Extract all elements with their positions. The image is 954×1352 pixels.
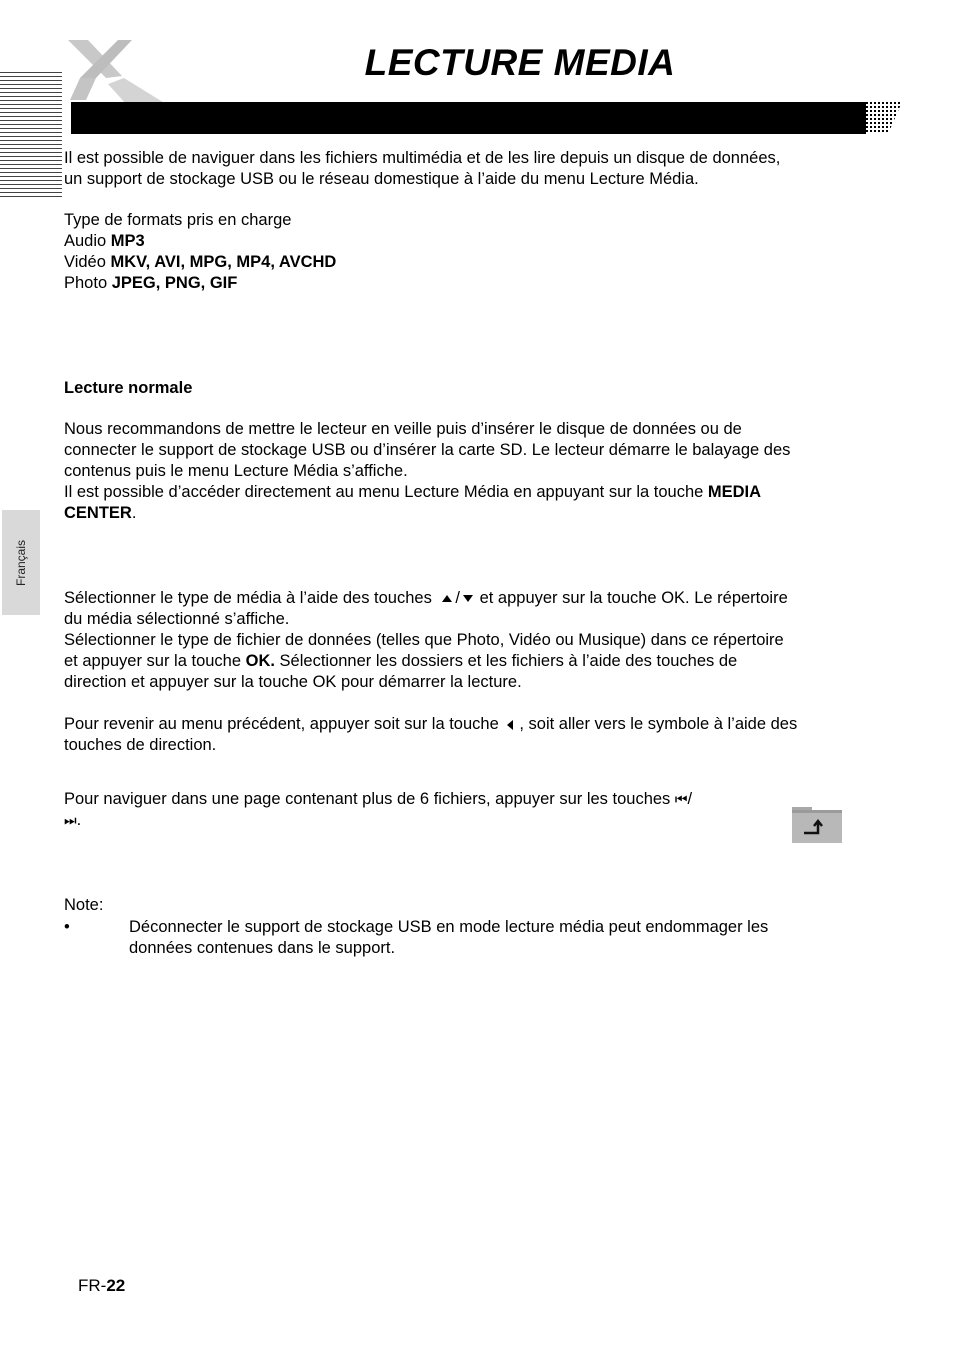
p2-line-4a: et appuyer sur la touche <box>64 652 246 670</box>
format-video-value: MKV, AVI, MPG, MP4, AVCHD <box>110 253 337 271</box>
title-bar <box>71 102 866 134</box>
formats-heading: Type de formats pris en charge <box>64 211 292 229</box>
brand-logo-x <box>66 38 176 108</box>
intro-line-2: un support de stockage USB ou le réseau domestique à l’aide du menu Lecture Média. <box>64 170 699 188</box>
skip-next-icon: ⏭ <box>64 813 77 829</box>
p2-line-1b: et appuyer sur la touche OK. Le répertoire <box>475 589 788 607</box>
ok-key-name: OK. <box>245 652 275 670</box>
p2-line-4b: Sélectionner les dossiers et les fichiers à l’aide des touches de <box>274 652 738 670</box>
p2-separator: / <box>455 589 460 607</box>
p2-line-5: direction et appuyer sur la touche OK pour démarrer la lecture. <box>64 673 522 691</box>
p3-line-1a: Pour revenir au menu précédent, appuyer soit sur la touche <box>64 715 504 733</box>
p3-line-1b: , soit aller vers le symbole à l’aide des <box>519 715 798 733</box>
format-video-label: Vidéo <box>64 253 111 271</box>
p3-line-2: touches de direction. <box>64 736 217 754</box>
note-line-1: Déconnecter le support de stockage USB en mode lecture média peut endommager les <box>129 918 769 936</box>
format-audio-label: Audio <box>64 232 111 250</box>
format-photo-label: Photo <box>64 274 112 292</box>
p4-end: . <box>76 811 82 829</box>
folder-return-icon <box>792 803 842 843</box>
p4-line-1 <box>64 789 692 811</box>
side-tab-label: Français <box>14 539 28 586</box>
skip-previous-icon: ⏮ <box>674 792 688 808</box>
page-prefix: FR- <box>78 1276 107 1295</box>
note-line-2: données contenues dans le support. <box>129 939 396 957</box>
format-photo-value: JPEG, PNG, GIF <box>111 274 238 292</box>
format-audio <box>64 231 145 252</box>
p2-line-3: Sélectionner le type de fichier de données (telles que Photo, Vidéo ou Musique) dans ce répertoire <box>64 631 784 649</box>
p2-line-1 <box>64 588 788 609</box>
center-key-name: CENTER <box>64 504 132 522</box>
section-heading: Lecture normale <box>64 379 193 397</box>
p1-line-4 <box>64 482 761 503</box>
p4-line-2 <box>64 810 81 832</box>
p4-separator: / <box>687 790 693 808</box>
p2-line-1a: Sélectionner le type de média à l’aide des touches <box>64 589 437 607</box>
p1-line-2: connecter le support de stockage USB ou d’insérer la carte SD. Le lecteur démarre le balayage des <box>64 441 791 459</box>
p4-line-1-text: Pour naviguer dans une page contenant plus de 6 fichiers, appuyer sur les touches <box>64 790 675 808</box>
p1-line-3: contenus puis le menu Lecture Média s’affiche. <box>64 462 408 480</box>
note-bullet: • <box>64 918 70 936</box>
page-number <box>78 1276 125 1296</box>
intro-line-1: Il est possible de naviguer dans les fichiers multimédia et de les lire depuis un disque de données, <box>64 149 781 167</box>
page-title: LECTURE MEDIA <box>364 42 676 83</box>
p1-line-5 <box>64 503 136 524</box>
p1-line-1: Nous recommandons de mettre le lecteur en veille puis d’insérer le disque de données ou de <box>64 420 742 438</box>
decorative-stripes <box>0 72 62 200</box>
arrow-left-icon <box>507 720 513 730</box>
format-video <box>64 252 336 273</box>
arrow-down-icon <box>463 595 473 602</box>
p2-line-4 <box>64 651 737 672</box>
language-side-tab <box>2 510 40 615</box>
p2-line-2: du média sélectionné s’affiche. <box>64 610 290 628</box>
media-key-name: MEDIA <box>707 483 762 501</box>
p3-line-1 <box>64 714 797 735</box>
format-audio-value: MP3 <box>110 232 145 250</box>
arrow-up-icon <box>442 595 452 602</box>
page-number-value: 22 <box>106 1276 126 1295</box>
note-label: Note: <box>64 896 104 914</box>
p1-line-4-text: Il est possible d’accéder directement au menu Lecture Média en appuyant sur la touche <box>64 483 708 501</box>
format-photo <box>64 273 237 294</box>
p1-line-5-text: . <box>131 504 137 522</box>
bar-dot-pattern <box>862 102 906 134</box>
